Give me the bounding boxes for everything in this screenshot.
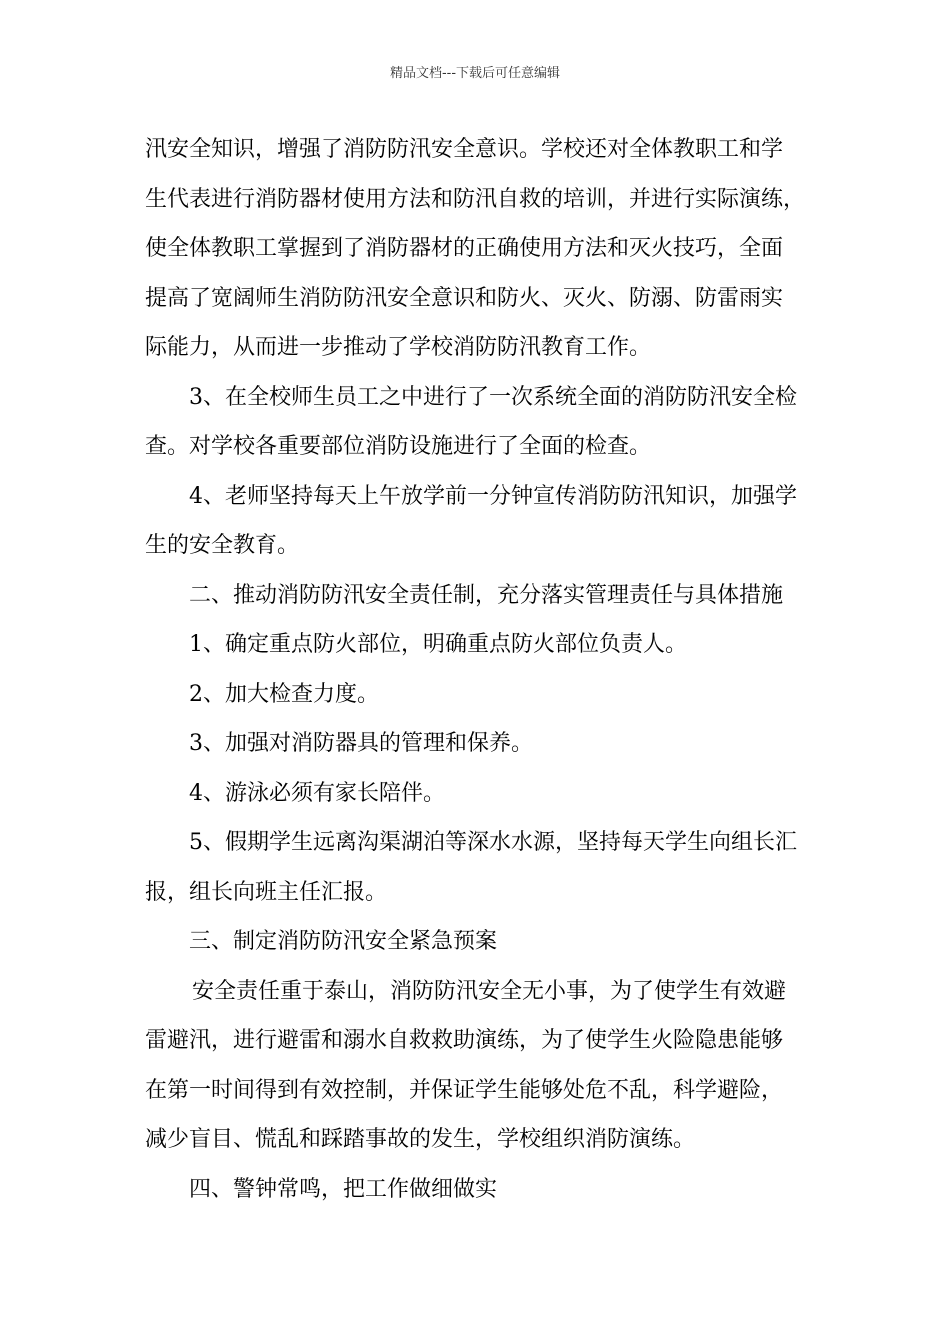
text-line: 5、假期学生远离沟渠湖泊等深水水源，坚持每天学生向组长汇 <box>189 830 797 855</box>
text-line: 汛安全知识，增强了消防防汛安全意识。学校还对全体教职工和学 <box>145 137 784 162</box>
section-heading: 三、制定消防防汛安全紧急预案 <box>189 929 498 954</box>
page-header: 精品文档---下载后可任意编辑 <box>389 66 561 81</box>
text-line: 安全责任重于泰山，消防防汛安全无小事，为了使学生有效避 <box>192 978 787 1004</box>
text-line: 3、加强对消防器具的管理和保养。 <box>189 731 533 756</box>
section-heading: 四、警钟常鸣，把工作做细做实 <box>189 1176 498 1202</box>
text-line: 提高了宽阔师生消防防汛安全意识和防火、灭火、防溺、防雷雨实 <box>145 285 784 311</box>
text-line: 4、游泳必须有家长陪伴。 <box>189 780 445 806</box>
text-line: 报，组长向班主任汇报。 <box>145 879 388 905</box>
text-line: 减少盲目、慌乱和踩踏事故的发生，学校组织消防演练。 <box>145 1127 696 1152</box>
text-line: 生的安全教育。 <box>145 533 300 558</box>
text-line: 2、加大检查力度。 <box>189 681 379 707</box>
text-line: 在第一时间得到有效控制，并保证学生能够处危不乱，科学避险， <box>145 1077 784 1103</box>
text-line: 查。对学校各重要部位消防设施进行了全面的检查。 <box>145 434 652 459</box>
text-line: 1、确定重点防火部位，明确重点防火部位负责人。 <box>189 632 687 657</box>
text-line: 4、老师坚持每天上午放学前一分钟宣传消防防汛知识，加强学 <box>189 483 797 509</box>
document-body <box>145 132 815 1221</box>
text-line: 生代表进行消防器材使用方法和防汛自救的培训，并进行实际演练， <box>145 186 806 212</box>
text-line: 雷避汛，进行避雷和溺水自救救助演练，为了使学生火险隐患能够 <box>145 1028 784 1053</box>
text-line: 3、在全校师生员工之中进行了一次系统全面的消防防汛安全检 <box>189 384 797 410</box>
text-line: 使全体教职工掌握到了消防器材的正确使用方法和灭火技巧，全面 <box>145 236 784 261</box>
section-heading: 二、推动消防防汛安全责任制，充分落实管理责任与具体措施 <box>189 582 784 608</box>
text-line: 际能力，从而进一步推动了学校消防防汛教育工作。 <box>145 335 652 360</box>
